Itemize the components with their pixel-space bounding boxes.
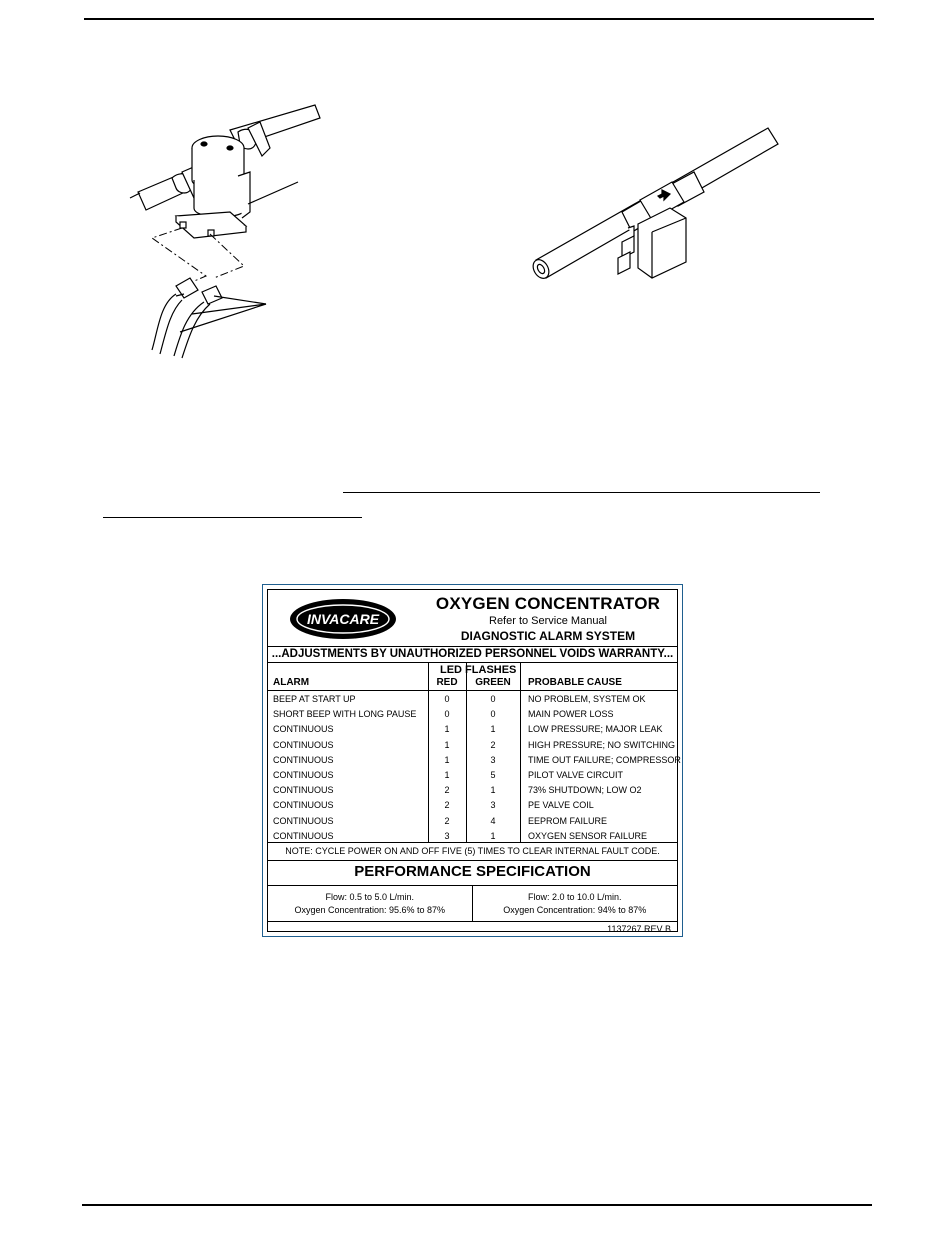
- bottom-rule: [82, 1204, 872, 1206]
- row-red-count: 2: [444, 815, 450, 826]
- label-header: [268, 590, 677, 647]
- row-red-count: 2: [444, 800, 450, 811]
- diagnostic-label: [262, 584, 683, 937]
- row-cause: OXYGEN SENSOR FAILURE: [528, 830, 648, 841]
- row-alarm: SHORT BEEP WITH LONG PAUSE: [273, 709, 417, 720]
- spec-left-flow: Flow: 0.5 to 5.0 L/min.: [325, 892, 415, 902]
- row-alarm: CONTINUOUS: [273, 800, 334, 811]
- alarm-table: [268, 663, 681, 842]
- row-alarm: CONTINUOUS: [273, 754, 334, 765]
- row-cause: NO PROBLEM, SYSTEM OK: [528, 694, 646, 704]
- col-header-cause: PROBABLE CAUSE: [528, 677, 622, 688]
- top-rule: [84, 18, 874, 20]
- warranty-warning: ...ADJUSTMENTS BY UNAUTHORIZED PERSONNEL VOIDS WARRANTY...: [268, 647, 677, 663]
- row-green-count: 0: [490, 694, 496, 704]
- row-cause: HIGH PRESSURE; NO SWITCHING: [528, 739, 676, 750]
- col-header-green: GREEN: [475, 677, 511, 688]
- text-underline-1: [343, 492, 820, 493]
- label-subtitle: Refer to Service Manual: [489, 615, 607, 627]
- col-header-alarm: ALARM: [273, 677, 310, 688]
- text-underline-2: [103, 517, 362, 518]
- row-red-count: 3: [444, 830, 450, 841]
- brand-text: INVACARE: [306, 611, 380, 627]
- row-cause: LOW PRESSURE; MAJOR LEAK: [528, 724, 663, 735]
- row-green-count: 5: [490, 770, 496, 780]
- label-system: DIAGNOSTIC ALARM SYSTEM: [460, 629, 636, 643]
- row-green-count: 4: [490, 815, 496, 826]
- row-cause: 73% SHUTDOWN; LOW O2: [528, 785, 642, 796]
- invacare-logo: [288, 597, 398, 641]
- spec-right-concentration: Oxygen Concentration: 94% to 87%: [503, 904, 647, 915]
- col-header-red: RED: [436, 677, 458, 688]
- row-alarm: CONTINUOUS: [273, 815, 334, 826]
- performance-title: PERFORMANCE SPECIFICATION: [354, 863, 591, 880]
- row-cause: PILOT VALVE CIRCUIT: [528, 770, 624, 780]
- part-number: 1137267 REV B: [268, 921, 677, 936]
- row-red-count: 1: [444, 770, 450, 780]
- row-red-count: 1: [444, 739, 450, 750]
- led-flashes-header: LED FLASHES: [440, 664, 517, 676]
- spec-left-concentration: Oxygen Concentration: 95.6% to 87%: [294, 904, 446, 915]
- spec-right-flow: Flow: 2.0 to 10.0 L/min.: [527, 892, 622, 902]
- row-green-count: 3: [490, 754, 496, 765]
- row-red-count: 0: [444, 709, 450, 720]
- row-alarm: CONTINUOUS: [273, 785, 334, 796]
- spec-right: [473, 885, 678, 921]
- reset-note: NOTE: CYCLE POWER ON AND OFF FIVE (5) TIMES TO CLEAR INTERNAL FAULT CODE.: [268, 842, 677, 861]
- row-green-count: 0: [490, 709, 496, 720]
- row-green-count: 2: [490, 739, 496, 750]
- row-green-count: 1: [490, 785, 496, 796]
- row-cause: MAIN POWER LOSS: [528, 709, 614, 720]
- header-rule: [268, 690, 677, 691]
- solenoid-valve-drawing: [110, 100, 330, 360]
- row-cause: TIME OUT FAILURE; COMPRESSOR: [528, 754, 681, 765]
- row-red-count: 0: [444, 694, 450, 704]
- row-green-count: 1: [490, 724, 496, 735]
- label-title: OXYGEN CONCENTRATOR: [435, 594, 661, 613]
- row-red-count: 2: [444, 785, 450, 796]
- row-cause: EEPROM FAILURE: [528, 815, 608, 826]
- row-cause: PE VALVE COIL: [528, 800, 594, 811]
- row-alarm: BEEP AT START UP: [273, 694, 356, 704]
- row-alarm: CONTINUOUS: [273, 770, 334, 780]
- inline-valve-drawing: [522, 120, 792, 290]
- row-alarm: CONTINUOUS: [273, 739, 334, 750]
- row-red-count: 1: [444, 724, 450, 735]
- row-green-count: 1: [490, 830, 496, 841]
- spec-left: [268, 885, 473, 921]
- row-alarm: CONTINUOUS: [273, 724, 334, 735]
- row-red-count: 1: [444, 754, 450, 765]
- row-alarm: CONTINUOUS: [273, 830, 334, 841]
- row-green-count: 3: [490, 800, 496, 811]
